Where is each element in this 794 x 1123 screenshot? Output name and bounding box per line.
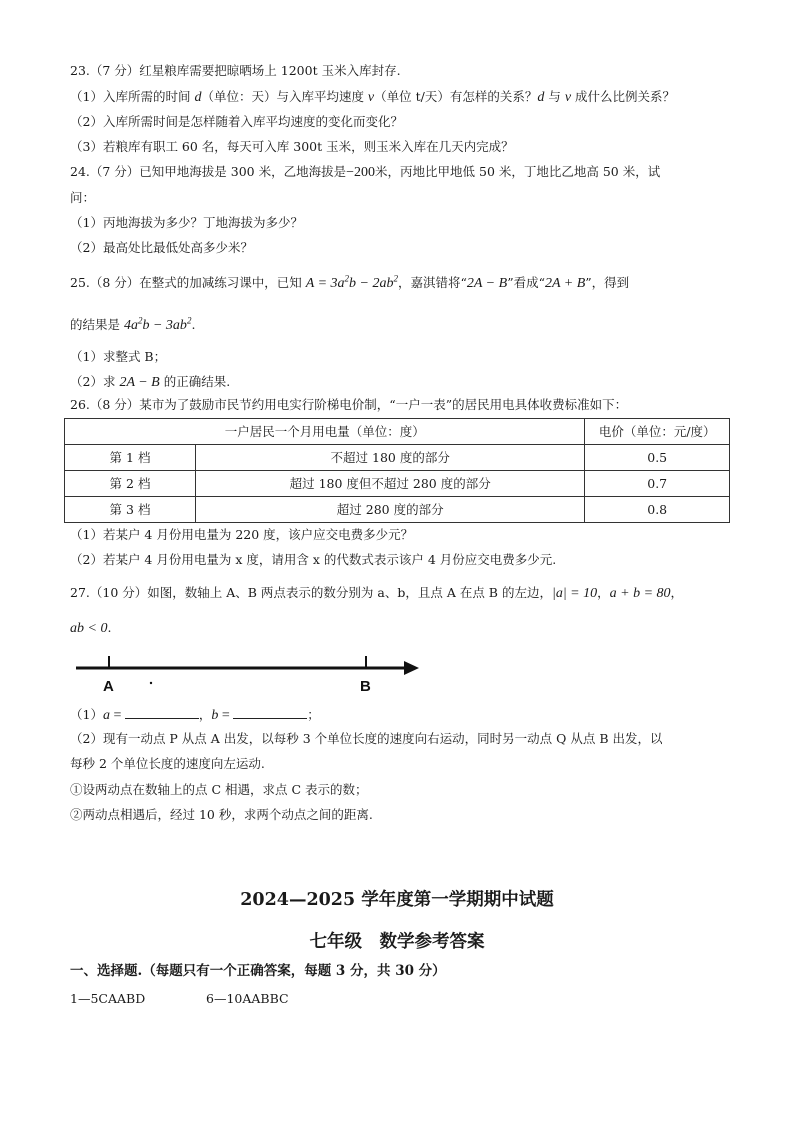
table-header-cell: 电价（单位：元/度） (585, 419, 730, 445)
q27-part2: （2）现有一动点 P 从点 A 出发，以每秒 3 个单位长度的速度向右运动，同时另一动点 Q 从点 B 出发，以 (70, 731, 663, 746)
product-condition: ab < 0 (70, 621, 108, 636)
answer-blank-a[interactable] (125, 705, 199, 719)
text: ”，得到 (585, 275, 630, 290)
text: . (191, 317, 196, 332)
q23-part1 (70, 88, 675, 107)
table-row (65, 497, 730, 523)
text: ，嘉淇错将“ (397, 275, 467, 290)
abs-condition: |a| = 10 (551, 586, 598, 601)
text: 与 (544, 89, 565, 104)
table-cell: 0.7 (585, 471, 730, 497)
table-header-cell: 一户居民一个月用电量（单位：度） (65, 419, 585, 445)
table-cell: 第 2 档 (65, 471, 196, 497)
q27-condition-line (70, 619, 111, 638)
answer-subtitle: 七年级 数学参考答案 (309, 932, 485, 952)
q24-heading (70, 163, 660, 182)
q26-heading: 26.（8 分）某市为了鼓励市民节约用电实行阶梯电价制，“一户一表”的居民用电具体收费标准如下： (70, 397, 628, 412)
table-cell: 第 1 档 (65, 445, 196, 471)
table-cell: 超过 180 度但不超过 280 度的部分 (196, 471, 585, 497)
number-line-figure (74, 650, 424, 698)
dot-mark (150, 682, 152, 684)
electricity-price-table (64, 418, 730, 523)
var-b: b (211, 708, 219, 723)
q25-part1: （1）求整式 B； (70, 349, 167, 364)
table-cell: 第 3 档 (65, 497, 196, 523)
q24-part1: （1）丙地海拔为多少？丁地海拔为多少？ (70, 215, 303, 230)
var-d: d (537, 90, 545, 105)
text: （单位 t/天）有怎样的关系？ (374, 89, 538, 104)
q27-sub2: ②两动点相遇后，经过 10 秒，求两个动点之间的距离. (70, 807, 373, 822)
q27-heading (70, 584, 683, 603)
q25-heading (70, 274, 629, 293)
table-cell: 超过 280 度的部分 (196, 497, 585, 523)
q26-part1: （1）若某户 4 月份用电量为 220 度，该户应交电费多少元？ (70, 527, 414, 542)
sum-condition: a + b = 80 (609, 586, 671, 601)
text: ， (597, 585, 610, 600)
answer-6-10: 6—10AABBC (206, 991, 289, 1006)
answer-title: 2024—2025 学年度第一学期期中试题 (240, 890, 554, 910)
text: . (107, 620, 112, 635)
text: （1） (70, 707, 103, 722)
answer-blank-b[interactable] (233, 705, 307, 719)
altitude-value: −200 (346, 165, 376, 180)
eq: = (218, 708, 234, 723)
table-cell: 0.8 (585, 497, 730, 523)
text: ； (307, 707, 320, 722)
var-v: v (367, 90, 375, 105)
expr: 2A − B (119, 375, 160, 390)
q24-part2: （2）最高处比最低处高多少米？ (70, 240, 253, 255)
text: 的结果是 (70, 317, 124, 332)
text: （单位：天）与入库平均速度 (201, 89, 368, 104)
text: （2）求 (70, 374, 120, 389)
q25-result-line (70, 316, 195, 335)
axis-arrow-icon (404, 661, 419, 675)
q27-sub1: ①设两动点在数轴上的点 C 相遇，求点 C 表示的数； (70, 782, 368, 797)
text: ”看成“ (507, 275, 545, 290)
q23-part3: （3）若粮库有职工 60 名，每天可入库 300t 玉米，则玉米入库在几天内完成？ (70, 139, 514, 154)
text: 的正确结果. (159, 374, 231, 389)
result-formula: $4a^2b - 3ab^2$ (123, 315, 192, 333)
text: （1）入库所需的时间 (70, 89, 195, 104)
text: 24.（7 分）已知甲地海拔是 300 米，乙地海拔是 (70, 164, 347, 179)
formula-a: $A = 3a^2b - 2ab^2$ (305, 273, 398, 291)
q27-part2-cont: 每秒 2 个单位长度的速度向左运动. (70, 756, 265, 771)
text: 25.（8 分）在整式的加减练习课中，已知 (70, 275, 306, 290)
text: 米，丙地比甲地低 50 米，丁地比乙地高 50 米，试 (375, 164, 661, 179)
table-row (65, 471, 730, 497)
q25-part2 (70, 373, 230, 392)
text: 成什么比例关系？ (571, 89, 676, 104)
expr-wrong: 2A − B (466, 276, 508, 291)
expr-right: 2A + B (544, 276, 586, 291)
table-cell: 0.5 (585, 445, 730, 471)
answer-1-5: 1—5CAABD (70, 991, 146, 1006)
eq: = (109, 708, 125, 723)
var-d: d (194, 90, 202, 105)
text: ， (198, 707, 212, 722)
var-a: a (102, 708, 110, 723)
axis-label-a: A (103, 678, 114, 695)
q23-heading: 23.（7 分）红星粮库需要把晾晒场上 1200t 玉米入库封存. (70, 63, 401, 78)
text: 27.（10 分）如图，数轴上 A、B 两点表示的数分别为 a、b，且点 A 在点 B 的左边， (70, 585, 552, 600)
section-heading: 一、选择题.（每题只有一个正确答案，每题 3 分，共 30 分） (70, 963, 446, 979)
q23-part2: （2）入库所需时间是怎样随着入库平均速度的变化而变化？ (70, 114, 403, 129)
table-header-row (65, 419, 730, 445)
q24-heading-cont: 问： (70, 190, 96, 205)
axis-label-b: B (360, 678, 371, 695)
q27-part1 (70, 705, 320, 725)
table-row (65, 445, 730, 471)
table-cell: 不超过 180 度的部分 (196, 445, 585, 471)
q26-part2: （2）若某户 4 月份用电量为 x 度，请用含 x 的代数式表示该户 4 月份应交电费多少元. (70, 552, 557, 567)
text: ， (670, 585, 684, 600)
var-v: v (564, 90, 572, 105)
